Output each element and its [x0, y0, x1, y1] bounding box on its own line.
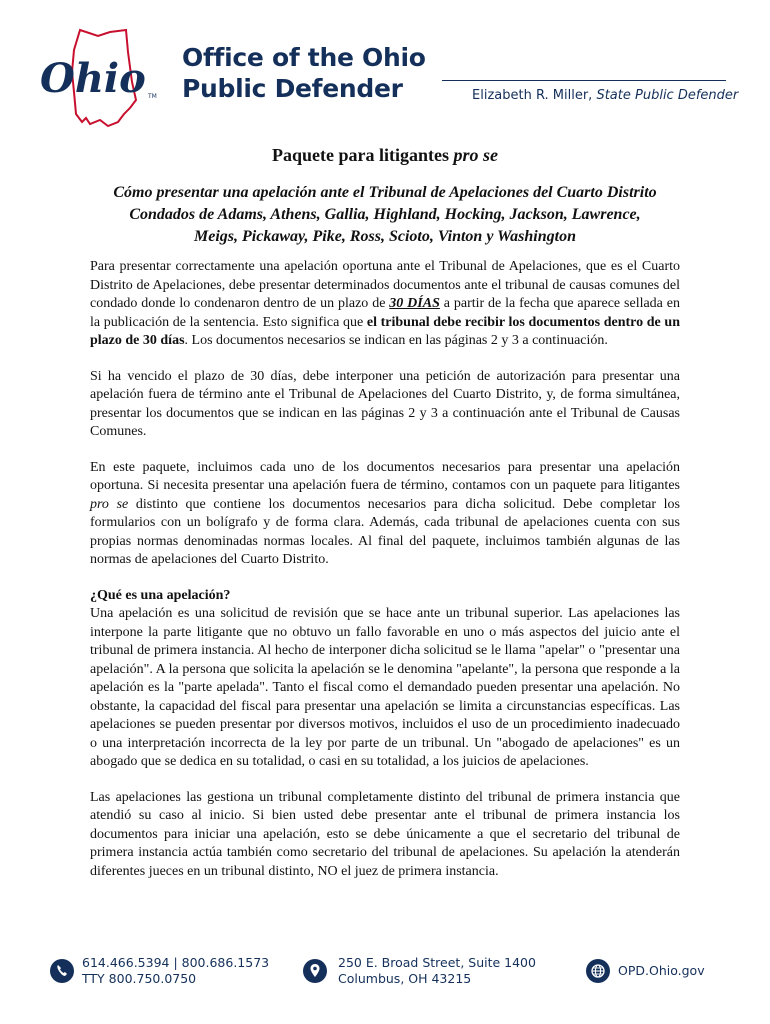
subtitle-line2: Condados de Adams, Athens, Gallia, Highland, Hocking, Jackson, Lawrence, [129, 206, 641, 223]
section-heading-what-is-appeal: ¿Qué es una apelación? [90, 587, 231, 603]
p3-pro-se: pro se [90, 496, 129, 512]
address-line1: 250 E. Broad Street, Suite 1400 [338, 955, 536, 970]
p3-text-b: distinto que contiene los documentos necesarios para dicha solicitud. Debe completar los formularios con un bolígrafo y de forma clara. Además, cada tribunal de apelaciones cuenta con sus propias normas denominadas normas locales. Al final del paquete, incluimos también algunas de las normas de apelaciones del Cuarto Distrito. [90, 496, 680, 567]
letterhead [0, 0, 770, 130]
subtitle-line3: Meigs, Pickaway, Pike, Ross, Scioto, Vinton y Washington [194, 228, 576, 245]
address-line2: Columbus, OH 43215 [338, 971, 472, 986]
ohio-logo [36, 22, 166, 132]
phone-numbers [82, 955, 269, 987]
header-divider [442, 80, 726, 81]
state-defender-line [472, 88, 738, 103]
location-pin-icon [303, 959, 327, 983]
paragraph-appeal-court: Las apelaciones las gestiona un tribunal completamente distinto del tribunal de primera instancia que atendió su caso al inicio. Si bien usted debe presentar ante el tribunal de primera instancia los documentos para iniciar una apelación, esto se debe únicamente a que el secretario del tribunal de primera instancia actúa también como secretario del tribunal de apelaciones. Su apelación la atenderán diferentes jueces en un tribunal distinto, NO el juez de primera instancia. [90, 789, 680, 879]
paragraph-deadline [90, 258, 680, 351]
document-subtitle [90, 182, 680, 248]
website-link[interactable]: OPD.Ohio.gov [618, 963, 705, 978]
p1-bold: el tribunal debe recibir los documentos dentro de un plazo de 30 días [90, 314, 680, 348]
phone-line1[interactable]: 614.466.5394 | 800.686.1573 [82, 955, 270, 970]
logo-trademark: TM [148, 93, 157, 100]
phone-icon [50, 959, 74, 983]
office-address [338, 955, 536, 987]
document-body [90, 144, 680, 881]
p1-deadline: 30 DÍAS [389, 296, 440, 311]
globe-icon [586, 959, 610, 983]
title-pro-se: pro se [453, 145, 498, 165]
defender-title: State Public Defender [596, 88, 739, 103]
p3-text-a: En este paquete, incluimos cada uno de los documentos necesarios para presentar una apelación oportuna. Si necesita presentar una apelación fuera de término, contamos con un paquete para litigantes [90, 459, 680, 493]
org-name-line2: Public Defender [182, 74, 403, 103]
paragraph-appeal-definition: Una apelación es una solicitud de revisión que se hace ante un tribunal superior. Las apelaciones las interpone la parte litigante que no obtuvo un fallo favorable en uno o más aspectos del juicio ante el tribunal de primera instancia. Al hecho de interponer dicha solicitud se le llama "apelar" o "presentar una apelación". A la persona que solicita la apelación se le denomina "apelante", la persona que responde a la apelación es la "parte apelada". Tanto el fiscal como el demandado pueden presentar una apelación. No obstante, la capacidad del fiscal para presentar una apelación se limita a circunstancias específicas. Las apelaciones se pueden presentar por diversos motivos, incluidos el uso de un procedimiento inadecuado o una interpretación incorrecta de la ley por parte de un tribunal. Un "abogado de apelaciones" es un abogado que se dedica en su totalidad, o casi en su totalidad, a los juicios de apelaciones. [90, 606, 680, 769]
phone-line2[interactable]: TTY 800.750.0750 [82, 971, 197, 986]
title-text: Paquete para litigantes [272, 145, 449, 165]
contact-footer [0, 950, 770, 1000]
paragraph-late-appeal: Si ha vencido el plazo de 30 días, debe interponer una petición de autorización para presentar una apelación fuera de término ante el Tribunal de Apelaciones del Cuarto Distrito, y, de forma simultánea, presentar los documentos que se indican en las páginas 2 y 3 a continuación ante el Tribunal de Causas Comunes. [90, 368, 680, 439]
paragraph-packet-contents [90, 459, 680, 570]
p1-text-c: . Los documentos necesarios se indican en las páginas 2 y 3 a continuación. [184, 333, 608, 348]
p1-text-b: a partir de la fecha que aparece sellada en la publicación de la sentencia. Esto significa que [90, 296, 680, 330]
organization-name [182, 42, 426, 104]
org-name-line1: Office of the Ohio [182, 43, 426, 72]
p1-text-a: Para presentar correctamente una apelación oportuna ante el Tribunal de Apelaciones, que es el Cuarto Distrito de Apelaciones, debe presentar determinados documentos ante el tribunal de causas comunes del condado donde lo condenaron dentro de un plazo de [90, 259, 680, 311]
document-title [90, 144, 680, 166]
logo-wordmark: Ohio [40, 55, 146, 102]
subtitle-line1: Cómo presentar una apelación ante el Tribunal de Apelaciones del Cuarto Distrito [113, 184, 657, 201]
defender-name: Elizabeth R. Miller, [472, 88, 593, 103]
